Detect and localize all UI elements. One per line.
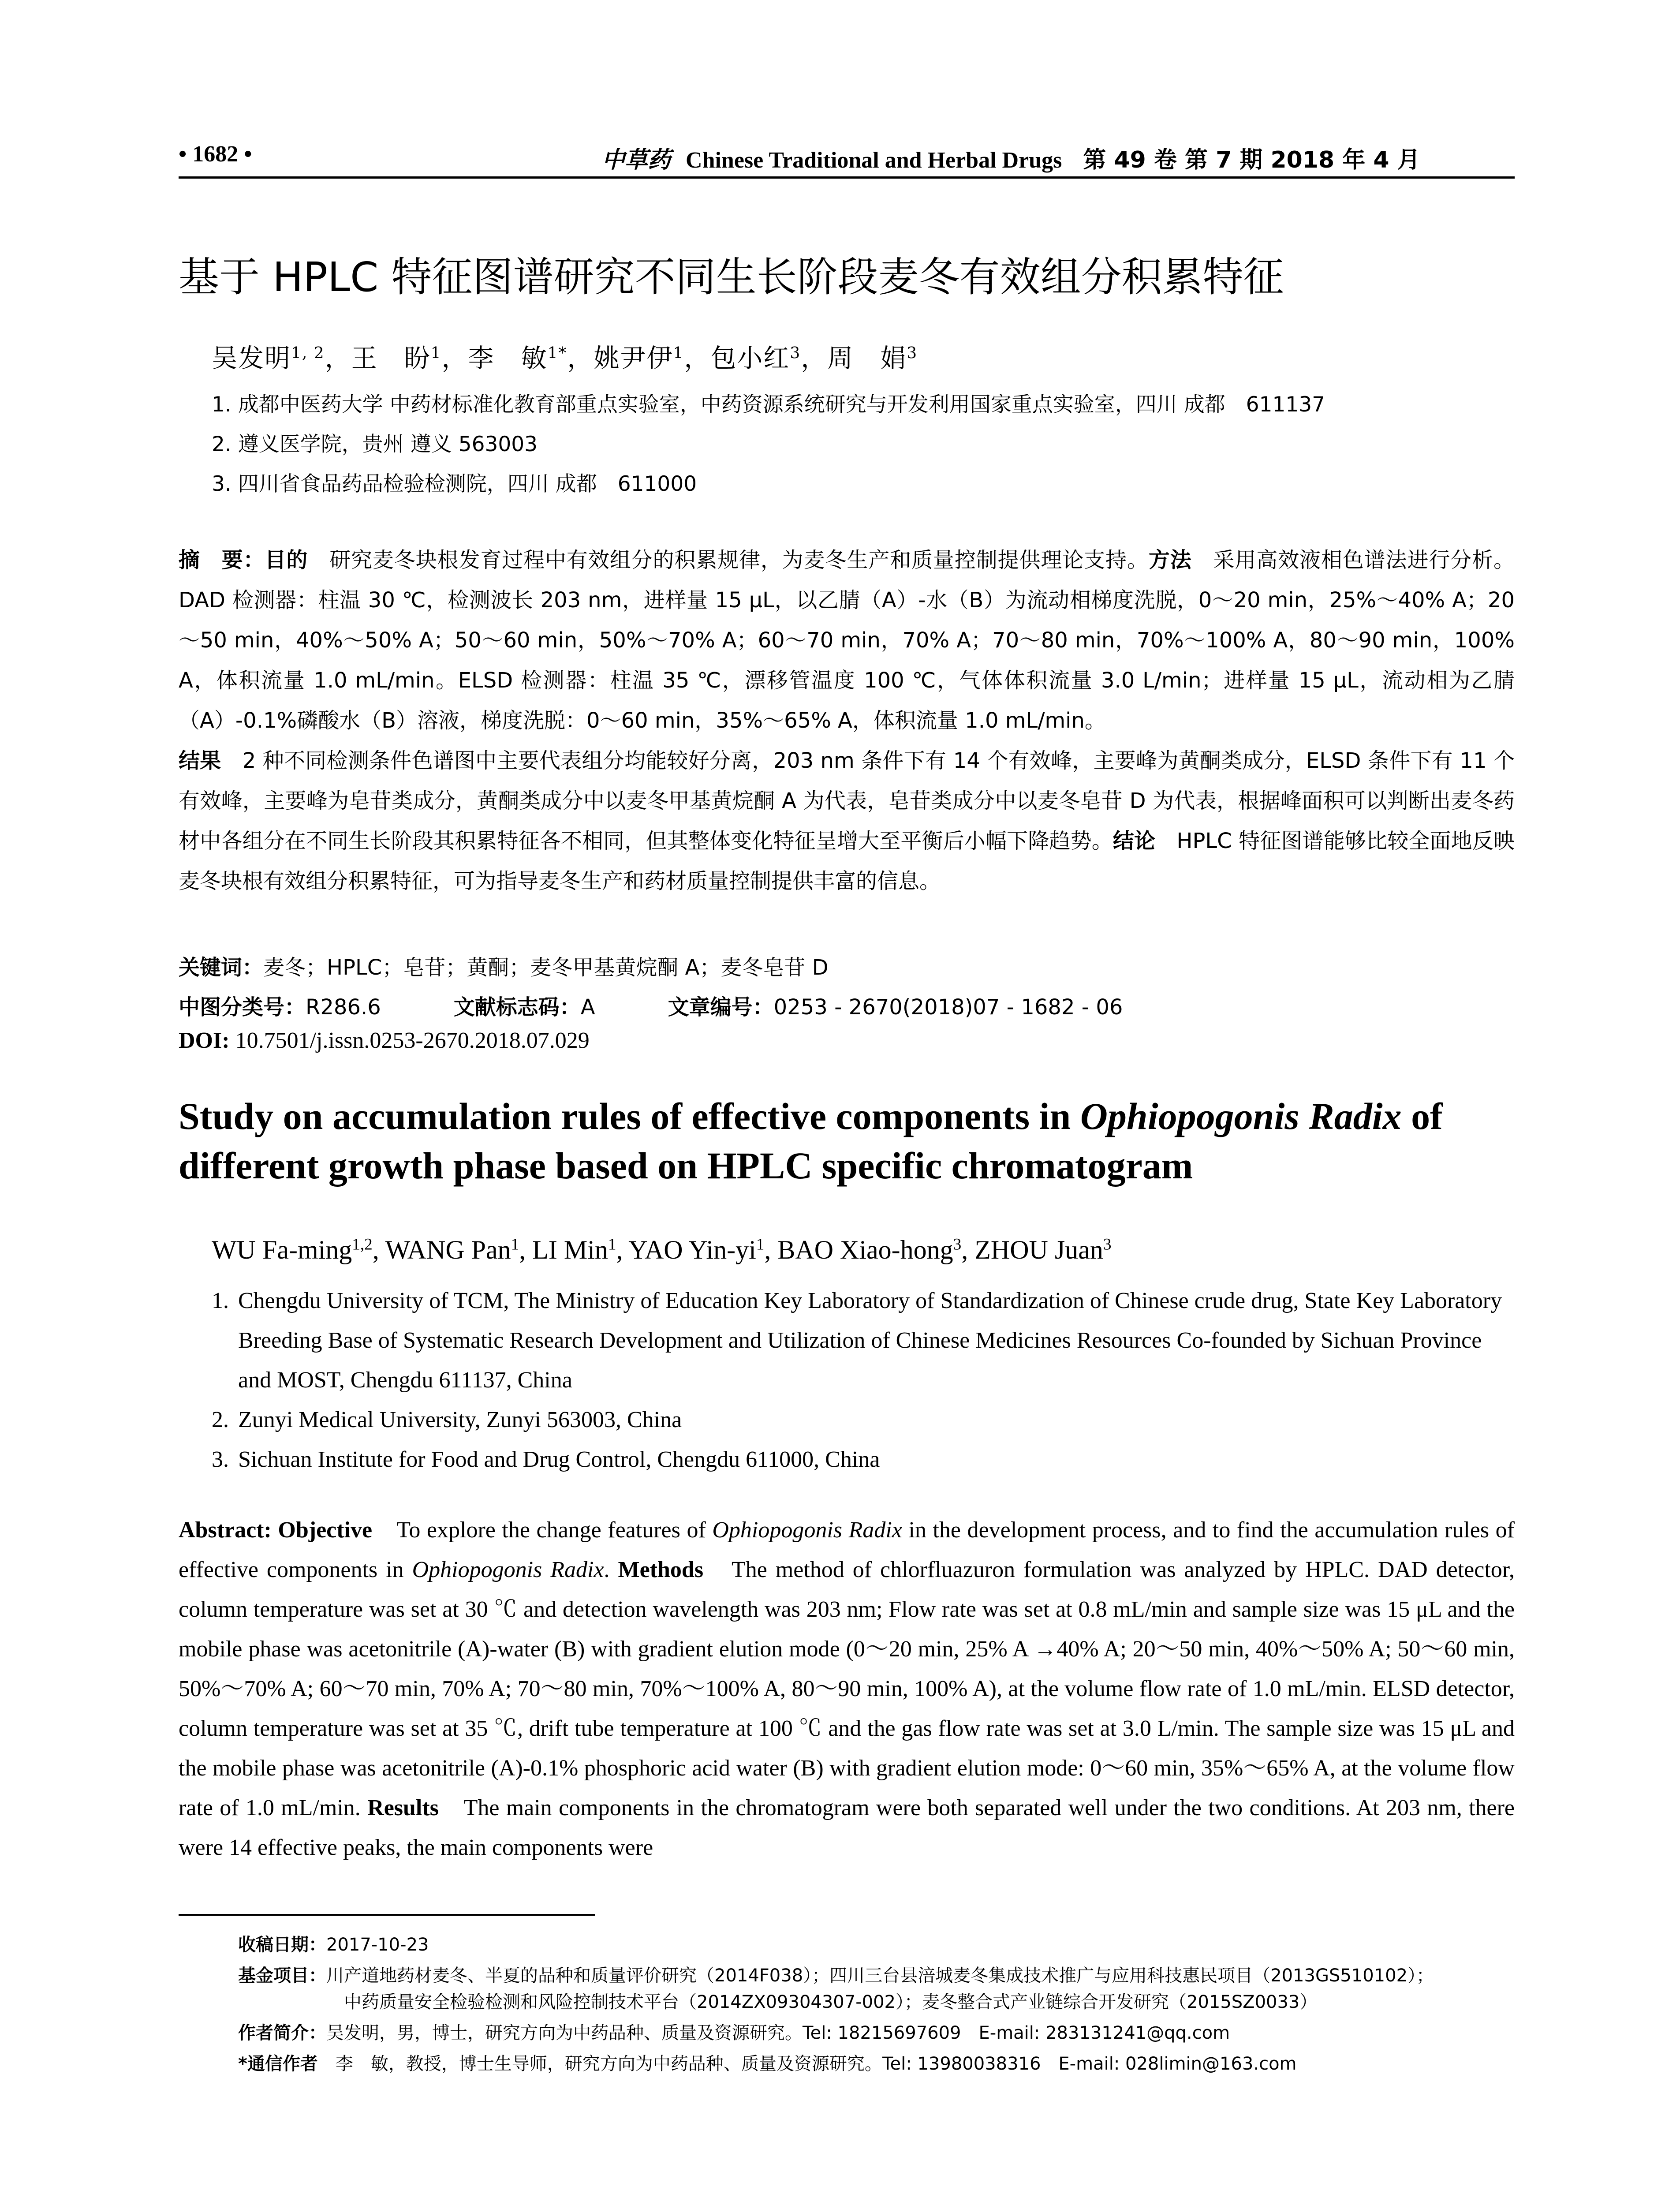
bio-text: 吴发明，男，博士，研究方向为中药品种、质量及资源研究。Tel: 18215697609 E-mail: 283131241@qq.com: [326, 2023, 1230, 2043]
keywords-label: 关键词：: [179, 955, 264, 980]
methods-label: 方法: [1148, 548, 1192, 572]
author-name: WU Fa-ming: [212, 1235, 352, 1264]
doi-line: [179, 1028, 590, 1054]
affiliation-number: 1.: [212, 1288, 229, 1313]
issue-info: 第 49 卷 第 7 期 2018 年 4 月: [1083, 147, 1420, 173]
affiliation-text: Chengdu University of TCM, The Ministry of Education Key Laboratory of Standardization of Chinese crude drug, State Key Laboratory Breeding Base of Systematic Research Development and Utilization of Chinese Medicines Resources Co-founded by Sichuan Province and MOST, Chengdu 611137, China: [238, 1288, 1502, 1393]
author-name: 包小红: [710, 343, 790, 373]
results-text: 2 种不同检测条件色谱图中主要代表组分均能较好分离，203 nm 条件下有 14 个有效峰，主要峰为黄酮类成分，ELSD 条件下有 11 个有效峰，主要峰为皂苷类成分，黄酮类成分中以麦冬甲基黄烷酮 A 为代表，皂苷类成分中以麦冬皂苷 D 为代表，根据峰面积可以判断出麦冬药材中各组分在不同生长阶段其积累特征各不相同，但其整体变化特征呈增大至平衡后小幅下降趋势。: [179, 748, 1515, 853]
author-affil-mark: 1*: [547, 344, 567, 363]
footnote-rule: [179, 1914, 595, 1916]
footnote-received: [238, 1932, 1517, 1958]
journal-name: Chinese Traditional and Herbal Drugs: [686, 148, 1062, 173]
conclusion-text: HPLC 特征图谱能够比较全面地反映麦冬块根有效组分积累特征，可为指导麦冬生产和药材质量控制提供丰富的信息。: [179, 829, 1515, 893]
author-affil-mark: 1, 2: [291, 344, 325, 363]
author-affil-mark: 3: [953, 1235, 962, 1254]
fund-label: 基金项目：: [238, 1966, 326, 1986]
title-text: of different growth phase based on HPLC specific chromatogram: [179, 1095, 1443, 1187]
english-affiliation: [212, 1281, 1515, 1400]
english-abstract: [179, 1510, 1515, 1868]
article-number-value: 0253 - 2670(2018)07 - 1682 - 06: [773, 995, 1123, 1020]
results-label: Results: [367, 1795, 439, 1820]
methods-text: 采用高效液相色谱法进行分析。DAD 检测器：柱温 30 ℃，检测波长 203 nm，进样量 15 μL，以乙腈（A）-水（B）为流动相梯度洗脱，0～20 min，25%～40% A；20～50 min，40%～50% A；50～60 min，50%～70% A；60～70 min，70% A；70～80 min，70%～100% A，80～90 min，100% A，体积流量 1.0 mL/min。ELSD 检测器：柱温 35 ℃，漂移管温度 100 ℃，气体体积流量 3.0 L/min；进样量 15 μL，流动相为乙腈（A）-0.1%磷酸水（B）溶液，梯度洗脱：0～60 min，35%～65% A，体积流量 1.0 mL/min。: [179, 548, 1515, 733]
header-rule: [179, 176, 1515, 179]
author-name: 周 娟: [827, 343, 907, 373]
chinese-abstract: [179, 540, 1515, 901]
fund-text: 中药质量安全检验检测和风险控制技术平台（2014ZX09304307-002）；麦冬整合式产业链综合开发研究（2015SZ0033）: [344, 1992, 1318, 2012]
objective-text: To explore the change features of: [372, 1517, 713, 1543]
footnote-author-bio: [238, 2020, 1517, 2046]
author-separator: ，: [801, 343, 828, 373]
title-text: Study on accumulation rules of effective components in: [179, 1095, 1080, 1137]
author-name: 王 盼: [351, 343, 431, 373]
chinese-title: 基于 HPLC 特征图谱研究不同生长阶段麦冬有效组分积累特征: [179, 254, 1284, 301]
objective-text: in the development process, and to find the accumulation rules of effective components in: [179, 1517, 1515, 1582]
author-affil-mark: 1: [756, 1235, 765, 1254]
english-affiliation: [212, 1440, 1515, 1480]
footnote-fund: [238, 1962, 1517, 2015]
keywords-line: [179, 950, 829, 981]
clc-value: R286.6: [306, 995, 381, 1020]
author-separator: ，: [684, 343, 711, 373]
chinese-affiliation: 1. 成都中医药大学 中药材标准化教育部重点实验室，中药资源系统研究与开发利用国家重点实验室，四川 成都 611137: [212, 392, 1325, 417]
results-label: 结果: [179, 748, 221, 773]
title-species: Ophiopogonis Radix: [1080, 1095, 1402, 1137]
chinese-authors: [212, 337, 918, 374]
species-name: Ophiopogonis Radix: [412, 1557, 604, 1582]
classification-line: [179, 990, 1123, 1020]
methods-text: The method of chlorfluazuron formulation was analyzed by HPLC. DAD detector, column temperature was set at 30 ℃ and detection wavelength was 203 nm; Flow rate was set at 0.8 mL/min and sample size was 15 μL and the mobile phase was acetonitrile (A)-water (B) with gradient elution mode (0～20 min, 25% A →40% A; 20～50 min, 40%～50% A; 50～60 min, 50%～70% A; 60～70 min, 70% A; 70～80 min, 70%～100% A, 80～90 min, 100% A), at the volume flow rate of 1.0 mL/min. ELSD detector, column temperature was set at 35 ℃, drift tube temperature at 100 ℃ and the gas flow rate was set at 3.0 L/min. The sample size was 15 μL and the mobile phase was acetonitrile (A)-0.1% phosphoric acid water (B) with gradient elution mode: 0～60 min, 35%～65% A, at the volume flow rate of 1.0 mL/min.: [179, 1557, 1515, 1820]
species-name: Ophiopogonis Radix: [712, 1517, 902, 1543]
doc-code-label: 文献标志码：: [453, 995, 581, 1020]
author-affil-mark: 1,2: [352, 1235, 373, 1254]
author-name: 姚尹伊: [594, 343, 673, 373]
footnote-corresponding: [238, 2051, 1517, 2077]
author-name: WANG Pan: [385, 1235, 511, 1264]
received-label: 收稿日期：: [238, 1935, 326, 1955]
english-title: [179, 1091, 1515, 1190]
author-affil-mark: 1: [608, 1235, 616, 1254]
fund-text: 川产道地药材麦冬、半夏的品种和质量评价研究（2014F038）；四川三台县涪城麦冬集成技术推广与应用科技惠民项目（2013GS510102）；: [326, 1966, 1434, 1986]
author-name: YAO Yin-yi: [628, 1235, 756, 1264]
author-affil-mark: 3: [907, 344, 918, 363]
objective-label: 目的: [265, 548, 308, 572]
doi-value: 10.7501/j.issn.0253-2670.2018.07.029: [229, 1028, 590, 1053]
bio-label: 作者简介：: [238, 2023, 326, 2043]
author-separator: ,: [519, 1235, 533, 1264]
affiliation-number: 3.: [212, 1447, 229, 1472]
journal-logo: 中草药: [602, 146, 671, 173]
corresponding-text: 李 敏，教授，博士生导师，研究方向为中药品种、质量及资源研究。Tel: 13980038316 E-mail: 028limin@163.com: [317, 2054, 1297, 2074]
clc-label: 中图分类号：: [179, 995, 306, 1020]
chinese-affiliation: 2. 遵义医学院，贵州 遵义 563003: [212, 432, 538, 456]
author-name: 李 敏: [468, 343, 548, 373]
author-separator: ,: [616, 1235, 629, 1264]
results-text: The main components in the chromatogram were both separated well under the two conditions. At 203 nm, there were 14 effective peaks, the main components were: [179, 1795, 1515, 1860]
objective-text: .: [604, 1557, 618, 1582]
doc-code-value: A: [580, 995, 595, 1020]
author-affil-mark: 1: [511, 1235, 519, 1254]
corresponding-label: *通信作者: [238, 2054, 318, 2074]
abstract-objective-label: Abstract: Objective: [179, 1517, 373, 1543]
journal-title-line: [602, 141, 1420, 174]
author-affil-mark: 3: [790, 344, 801, 363]
author-affil-mark: 1: [430, 344, 442, 363]
author-separator: ，: [325, 343, 351, 373]
article-number-label: 文章编号：: [668, 995, 774, 1020]
author-name: BAO Xiao-hong: [777, 1235, 953, 1264]
author-separator: ,: [372, 1235, 385, 1264]
running-header: [179, 141, 1515, 172]
author-name: ZHOU Juan: [974, 1235, 1103, 1264]
chinese-affiliation: 3. 四川省食品药品检验检测院，四川 成都 611000: [212, 472, 697, 496]
methods-label: Methods: [618, 1557, 704, 1582]
author-separator: ,: [961, 1235, 975, 1264]
author-name: LI Min: [532, 1235, 608, 1264]
author-affil-mark: 1: [673, 344, 684, 363]
objective-text: 研究麦冬块根发育过程中有效组分的积累规律，为麦冬生产和质量控制提供理论支持。: [308, 548, 1149, 572]
page-number: • 1682 •: [179, 142, 252, 167]
author-separator: ，: [567, 343, 594, 373]
author-separator: ,: [764, 1235, 778, 1264]
author-name: 吴发明: [212, 343, 291, 373]
english-affiliation: [212, 1400, 1515, 1440]
affiliation-text: Zunyi Medical University, Zunyi 563003, China: [238, 1407, 682, 1432]
abstract-label: 摘 要：: [179, 548, 265, 572]
affiliation-text: Sichuan Institute for Food and Drug Control, Chengdu 611000, China: [238, 1447, 880, 1472]
doi-label: DOI:: [179, 1028, 230, 1053]
received-date: 2017-10-23: [326, 1935, 429, 1955]
keywords: 麦冬；HPLC；皂苷；黄酮；麦冬甲基黄烷酮 A；麦冬皂苷 D: [263, 955, 829, 980]
author-affil-mark: 3: [1103, 1235, 1112, 1254]
affiliation-number: 2.: [212, 1407, 229, 1432]
conclusion-label: 结论: [1113, 829, 1156, 853]
english-authors: [212, 1235, 1111, 1265]
author-separator: ，: [441, 343, 468, 373]
